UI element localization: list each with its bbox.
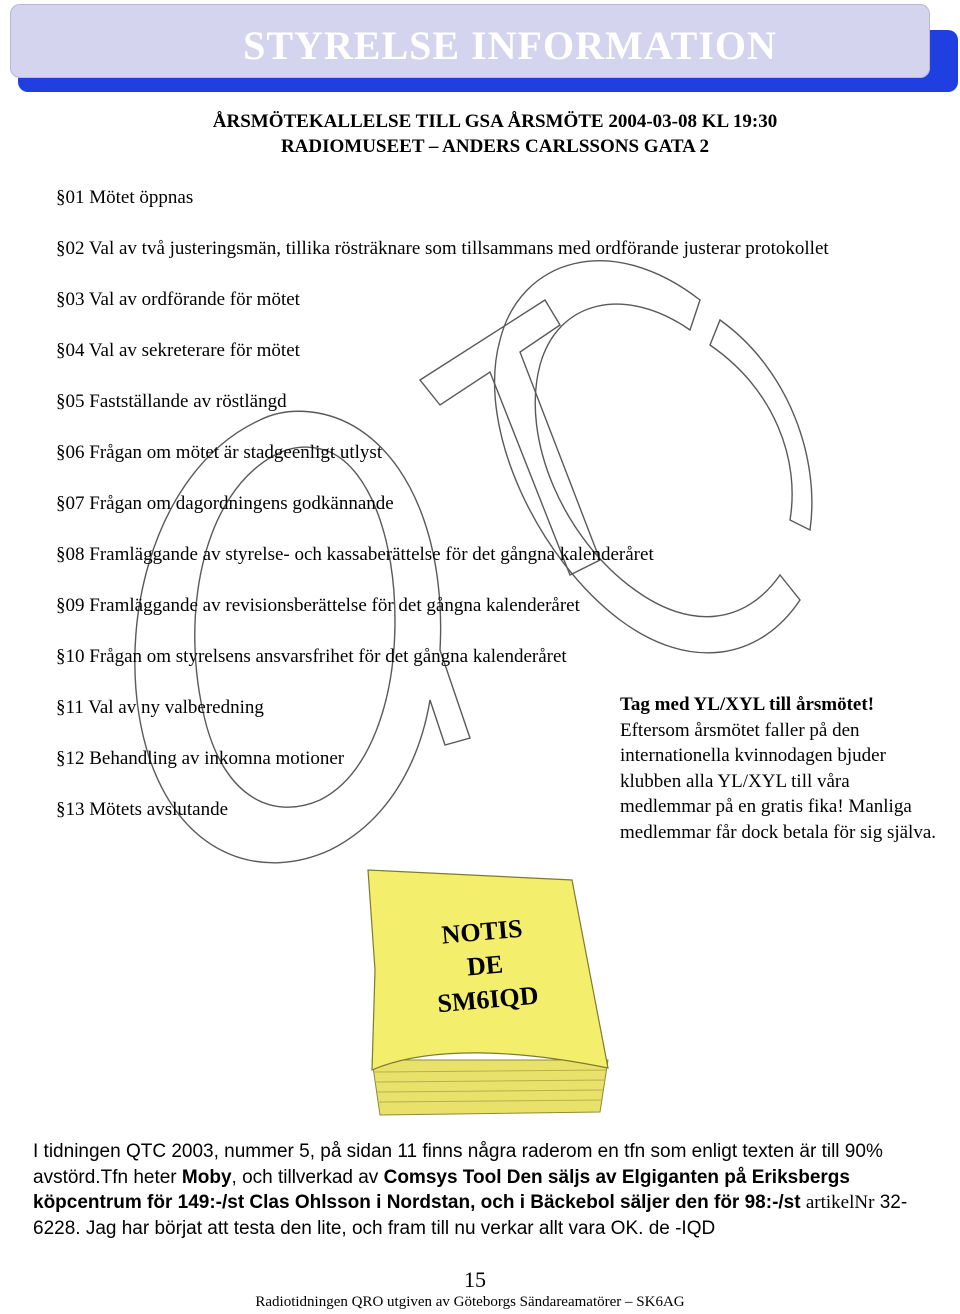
agenda-item: §13 Mötets avslutande [56, 799, 229, 820]
agenda-item: §10 Frågan om styrelsens ansvarsfrihet för det gångna kalenderåret [56, 646, 567, 667]
page-number: 15 [464, 1267, 486, 1292]
note-title: Tag med YL/XYL till årsmötet! [620, 694, 875, 715]
agenda-item: §04 Val av sekreterare för mötet [56, 340, 300, 361]
sticky-line: DE [465, 949, 505, 982]
agenda-item: §03 Val av ordförande för mötet [56, 289, 300, 310]
article-text: 32-6228. Jag har börjat att testa den lite, och fram till nu verkar allt vara OK. de -IQD [33, 1192, 908, 1239]
note-body: Eftersom årsmötet faller på den internationella kvinnodagen bjuder klubben alla YL/XYL till våra medlemmar på en gratis fika! Manliga medlemmar får dock betala för sig själva. [620, 719, 937, 843]
agenda-item: §06 Frågan om mötet är stadgeenligt utlyst [56, 442, 383, 463]
article-bold: Comsys Tool Den säljs av Elgiganten på Eriksbergs köpcentrum för 149:-/st Clas Ohlsson i Nordstan, och i Bäckebol säljer den för 98:-/st [33, 1166, 850, 1213]
agenda-item: §09 Framläggande av revisionsberättelse för det gångna kalenderåret [56, 595, 580, 616]
article-serif: artikelNr [805, 1192, 875, 1213]
agenda-item: §11 Val av ny valberedning [56, 697, 264, 718]
sticky-line: SM6IQD [436, 980, 540, 1019]
sticky-line: NOTIS [440, 913, 524, 950]
article-bold: Moby [181, 1166, 232, 1188]
agenda-item: §05 Fastställande av röstlängd [56, 391, 287, 412]
agenda-item: §02 Val av två justeringsmän, tillika rösträknare som tillsammans med ordförande justerar protokollet [56, 238, 829, 259]
meeting-location: RADIOMUSEET – ANDERS CARLSSONS GATA 2 [280, 136, 710, 157]
sticky-label [416, 910, 554, 1023]
article-text: , och tillverkad av [231, 1166, 384, 1188]
article-text: I tidningen QTC 2003, nummer 5, på sidan 11 finns några raderom en tfn som enligt texten är till 90% avstörd.Tfn heter [33, 1141, 883, 1188]
meeting-heading: ÅRSMÖTEKALLELSE TILL GSA ÅRSMÖTE 2004-03-08 KL 19:30 [212, 111, 778, 132]
agenda-item: §08 Framläggande av styrelse- och kassaberättelse för det gångna kalenderåret [56, 544, 654, 565]
phone-article [33, 1139, 943, 1241]
agenda-item: §01 Mötet öppnas [56, 187, 194, 208]
banner-title: STYRELSE INFORMATION [243, 23, 777, 68]
agenda-item: §07 Frågan om dagordningens godkännande [56, 493, 394, 514]
agenda-item: §12 Behandling av inkomna motioner [56, 748, 345, 769]
page-footer: Radiotidningen QRO utgiven av Göteborgs Sändareamatörer – SK6AG [255, 1294, 685, 1310]
sticky-pad-stack [372, 1060, 608, 1115]
